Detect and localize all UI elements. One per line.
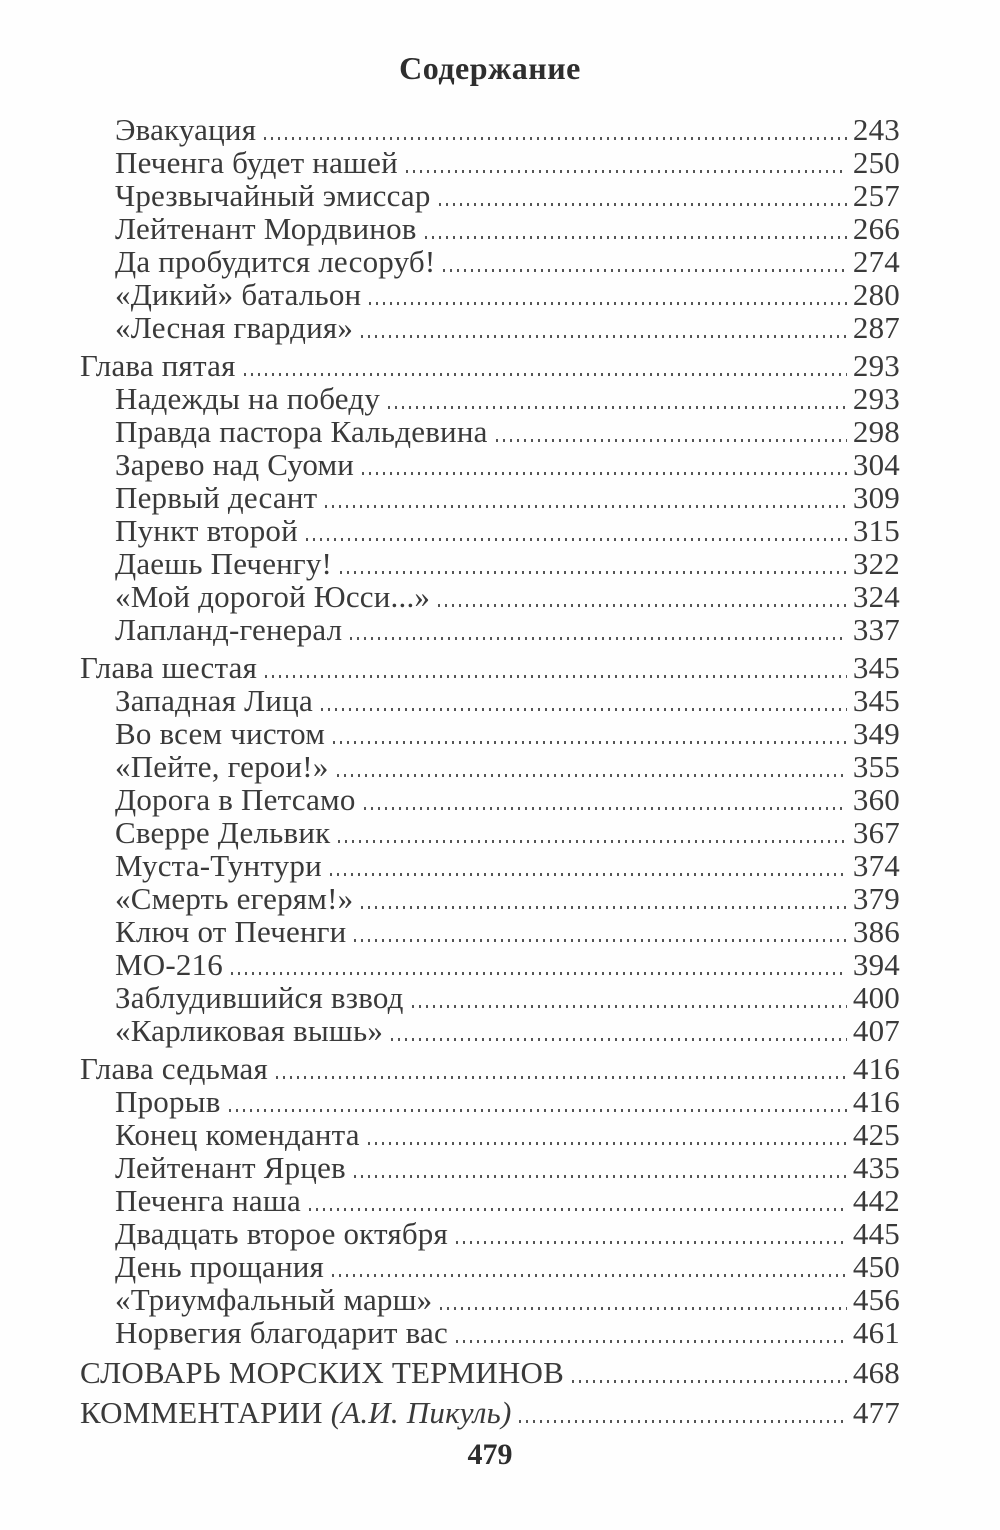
toc-entry [80,179,900,212]
toc-entry-title [115,948,223,981]
dot-leader [369,302,847,305]
dot-leader [332,1274,847,1277]
toc-entry-title-text: «Карликовая вышь» [115,1013,384,1048]
page-title: Содержание [399,50,581,86]
toc-entry-title [115,1085,221,1118]
toc-entry [80,849,900,882]
toc-chapter-heading [80,1052,900,1085]
toc-entry-title-text: Даешь Печенгу! [115,546,333,581]
dot-leader [333,741,847,744]
dot-leader [306,538,847,541]
toc-entry-title-text: Дорога в Петсамо [115,782,356,817]
dot-leader [354,1175,847,1178]
dot-leader [361,335,847,338]
toc-entry [80,1184,900,1217]
toc-entry-title [80,1052,268,1085]
toc-entry [80,245,900,278]
dot-leader [361,906,847,909]
toc-chapter-heading [80,349,900,382]
toc-entry-title-text: Лейтенант Ярцев [115,1150,346,1185]
toc-entry-title [115,113,256,146]
toc-entry-page-number: 315 [852,513,900,548]
toc-entry-title [115,514,298,547]
toc-entry-title-text: Пункт второй [115,513,298,548]
toc-entry-title-text: Печенга будет нашей [115,145,398,180]
toc-entry-page-number: 266 [852,211,900,246]
toc-entry-page-number: 394 [852,947,900,982]
toc-entry-page-number: 461 [852,1315,900,1350]
dot-leader [309,1208,847,1211]
toc-entry-page-number: 379 [852,881,900,916]
toc-entry [80,915,900,948]
dot-leader [350,637,847,640]
toc-entry-page-number: 445 [852,1216,900,1251]
toc-entry-title-text: Лейтенант Мордвинов [115,211,417,246]
toc-entry-page-number: 243 [852,112,900,147]
toc-entry [80,1118,900,1151]
toc-entry [80,981,900,1014]
toc-entry-title [115,981,404,1014]
toc-entry-page-number: 425 [852,1117,900,1152]
toc-entry-page-number: 349 [852,716,900,751]
toc-entry-page-number: 274 [852,244,900,279]
toc-entry-page-number: 309 [852,480,900,515]
toc-entry [80,1250,900,1283]
toc-entry-page-number: 280 [852,277,900,312]
toc-entry-title-text: Ключ от Печенги [115,914,347,949]
toc-entry-title [115,415,488,448]
toc-entry-page-number: 386 [852,914,900,949]
dot-leader [572,1380,847,1383]
toc-entry-title [115,1283,432,1316]
toc-entry-title-text: Сверре Дельвик [115,815,331,850]
toc-entry-page-number: 345 [852,650,900,685]
toc-entry-page-number: 360 [852,782,900,817]
toc-entry [80,882,900,915]
toc-entry-title-text: Двадцать второе октября [115,1216,448,1251]
dot-leader [406,170,847,173]
toc-entry-page-number: 477 [852,1395,900,1430]
dot-leader [496,439,847,442]
toc-entry-title-text: Да пробудится лесоруб! [115,244,436,279]
toc-entry-page-number: 374 [852,848,900,883]
toc-entry [80,948,900,981]
dot-leader [438,604,847,607]
toc-entry-title [115,547,332,580]
toc-entry [80,1085,900,1118]
toc-entry-page-number: 257 [852,178,900,213]
toc-entry-title-text: День прощания [115,1249,325,1284]
dot-leader [439,203,847,206]
toc-entry-title-text: Конец коменданта [115,1117,360,1152]
toc-entry-title [115,1217,448,1250]
toc-entry-title [115,750,329,783]
dot-leader [325,505,847,508]
toc-entry-title-text: Глава шестая [80,650,258,685]
toc-entry [80,1396,900,1429]
toc-entry-title [80,349,236,382]
toc-entry-title [115,278,361,311]
toc-entry-title [115,882,353,915]
toc-entry-title-italic: (А.И. Пикуль) [330,1395,512,1430]
toc-entry [80,816,900,849]
toc-entry [80,547,900,580]
toc-entry [80,750,900,783]
toc-entry-page-number: 293 [852,381,900,416]
toc-entry [80,415,900,448]
toc-entry-title [115,448,354,481]
toc-entry-title-text: Западная Лица [115,683,313,718]
toc-entry-title [115,783,356,816]
toc-entry [80,278,900,311]
toc-entry-title-text: Первый десант [115,480,318,515]
toc-entry-title [115,613,342,646]
dot-leader [425,236,847,239]
toc-entry-page-number: 450 [852,1249,900,1284]
dot-leader [388,406,847,409]
toc-entry-title-text: СЛОВАРЬ МОРСКИХ ТЕРМИНОВ [80,1355,564,1390]
toc-entry [80,448,900,481]
toc-entry-page-number: 355 [852,749,900,784]
dot-leader [276,1076,847,1079]
toc-entry-page-number: 250 [852,145,900,180]
toc-entry-title [115,245,435,278]
dot-leader [354,939,846,942]
dot-leader [368,1142,847,1145]
toc-entry-title [115,1118,360,1151]
toc-entry [80,684,900,717]
toc-entry-title-text: «Пейте, герои!» [115,749,329,784]
dot-leader [519,1420,846,1423]
toc-entry-title-text: Глава седьмая [80,1051,268,1086]
toc-entry-title-text: МО-216 [115,947,223,982]
toc-entry-title [80,1396,511,1429]
toc-entry-page-number: 298 [852,414,900,449]
toc-entry-title-text: Прорыв [115,1084,221,1119]
toc-entry-page-number: 345 [852,683,900,718]
dot-leader [456,1241,847,1244]
toc-entry-title-text: Муста-Тунтури [115,848,322,883]
toc-entry-title [115,684,313,717]
toc-entry-title [115,1250,324,1283]
toc-entry [80,1356,900,1389]
toc-chapter-heading [80,651,900,684]
toc-entry [80,1151,900,1184]
toc-entry-page-number: 400 [852,980,900,1015]
toc-entry-title-text: Печенга наша [115,1183,301,1218]
dot-leader [265,675,847,678]
toc-entry-title [80,1356,564,1389]
toc-entry [80,613,900,646]
toc-entry-title [115,717,325,750]
toc-entry-title [115,1184,301,1217]
toc-entry-title-text: «Триумфальный марш» [115,1282,433,1317]
toc-entry [80,113,900,146]
dot-leader [340,571,847,574]
toc-content [80,50,900,1429]
toc-entry [80,481,900,514]
toc-entry [80,1316,900,1349]
toc-entry-title-text: «Дикий» батальон [115,277,362,312]
toc-entry-title-text: Чрезвычайный эмиссар [115,178,431,213]
toc-entry [80,212,900,245]
toc-entry-page-number: 287 [852,310,900,345]
toc-entry-title [115,311,353,344]
toc-entry-page-number: 456 [852,1282,900,1317]
toc-entry [80,514,900,547]
toc-entry-title-text: Надежды на победу [115,381,381,416]
dot-leader [330,873,847,876]
toc-entry-page-number: 435 [852,1150,900,1185]
toc-entry-title [115,915,346,948]
toc-entry-page-number: 304 [852,447,900,482]
toc-entry-page-number: 416 [852,1084,900,1119]
toc-entry [80,1014,900,1047]
toc-entry-title [115,1014,383,1047]
toc-entry-page-number: 367 [852,815,900,850]
toc-entry-title [115,1316,448,1349]
toc-entry-title [115,849,322,882]
toc-entry-title [115,212,417,245]
dot-leader [231,972,847,975]
toc-entry-page-number: 324 [852,579,900,614]
toc-entry-title-text: «Мой дорогой Юсси...» [115,579,431,614]
dot-leader [440,1307,847,1310]
dot-leader [443,269,847,272]
dot-leader [337,774,847,777]
toc-entry-title-text: Глава пятая [80,348,236,383]
dot-leader [391,1038,847,1041]
toc-entry [80,382,900,415]
toc-entry-title-text: Во всем чистом [115,716,326,751]
toc-entry-title-text: Зарево над Суоми [115,447,355,482]
toc-entry-title-text: «Смерть егерям!» [115,881,354,916]
toc-entry-title-text: «Лесная гвардия» [115,310,354,345]
toc-entry-page-number: 416 [852,1051,900,1086]
toc-entry-title [115,179,431,212]
dot-leader [338,840,847,843]
dot-leader [364,807,847,810]
toc-entry-title-text: Норвегия благодарит вас [115,1315,448,1350]
toc-entry-title [115,481,317,514]
toc-entry-title [115,580,430,613]
toc-entry-title [115,382,380,415]
toc-entry [80,783,900,816]
toc-entry [80,146,900,179]
toc-entry-title [80,651,257,684]
toc-entry [80,580,900,613]
toc-entry-title-text: Лапланд-генерал [115,612,343,647]
toc-entry [80,717,900,750]
dot-leader [362,472,847,475]
toc-entry-title [115,146,398,179]
dot-leader [229,1109,847,1112]
dot-leader [321,708,847,711]
toc-entry-title-text: КОММЕНТАРИИ [80,1395,331,1430]
toc-entry [80,1217,900,1250]
toc-entry-page-number: 468 [852,1355,900,1390]
toc-entry [80,1283,900,1316]
toc-entry-title-text: Эвакуация [115,112,257,147]
toc-entry-page-number: 293 [852,348,900,383]
toc-entry [80,311,900,344]
dot-leader [244,373,847,376]
toc-entry-title [115,816,330,849]
dot-leader [412,1005,847,1008]
toc-entry-title-text: Правда пастора Кальдевина [115,414,488,449]
toc-entry-page-number: 442 [852,1183,900,1218]
toc-entry-title [115,1151,346,1184]
footer-page-number: 479 [467,1438,513,1471]
toc-entry-page-number: 407 [852,1013,900,1048]
toc-entry-page-number: 322 [852,546,900,581]
toc-list [80,113,900,1429]
dot-leader [264,137,847,140]
dot-leader [456,1340,847,1343]
toc-entry-page-number: 337 [852,612,900,647]
toc-entry-title-text: Заблудившийся взвод [115,980,404,1015]
